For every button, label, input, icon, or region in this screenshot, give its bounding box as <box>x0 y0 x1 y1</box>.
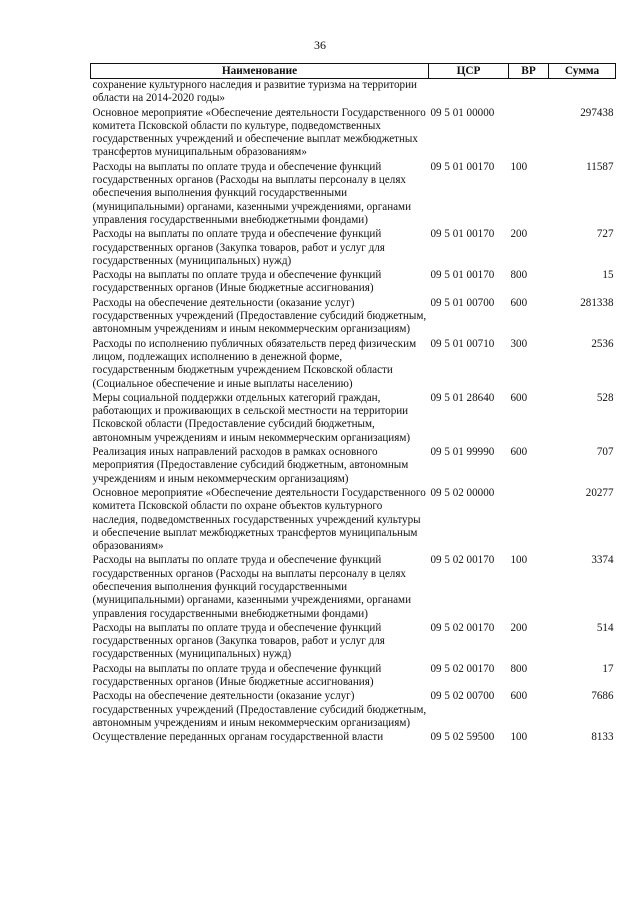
cell-sum: 281338 <box>580 296 614 309</box>
cell-name: Расходы на выплаты по оплате труда и обеспечение функций государственных органов (Расходы на выплаты персоналу в целях обеспечения выполнения функций государственными (муниципальными) органами, казенными учреждениями, органами управления государственными внебюджетными фондами) <box>92 554 412 620</box>
cell-name: Расходы на выплаты по оплате труда и обеспечение функций государственных органов (Закупка товаров, работ и услуг для государственных (муниципальных) нужд) <box>92 621 385 661</box>
budget-table <box>90 63 616 746</box>
table-row <box>91 269 616 297</box>
table-row <box>91 392 616 446</box>
cell-name: Расходы на выплаты по оплате труда и обеспечение функций государственных органов (Расходы на выплаты персоналу в целях обеспечения выполнения функций государственными (муниципальными) органами, казенными учреждениями, органами управления государственными внебюджетными фондами) <box>92 160 412 226</box>
table-row <box>91 338 616 392</box>
cell-vr: 200 <box>510 228 528 241</box>
cell-vr: 300 <box>510 337 528 350</box>
cell-csr: 09 5 01 28640 <box>430 391 495 404</box>
cell-csr: 09 5 01 00700 <box>430 296 495 309</box>
cell-name: Расходы на выплаты по оплате труда и обеспечение функций государственных органов (Закупка товаров, работ и услуг для государственных (муниципальных) нужд) <box>92 228 385 267</box>
cell-csr: 09 5 02 00000 <box>430 486 495 499</box>
cell-csr: 09 5 01 00170 <box>430 160 495 173</box>
cell-name: Осуществление переданных органам государственной власти <box>92 731 384 744</box>
cell-vr: 100 <box>510 731 528 744</box>
cell-csr: 09 5 02 00170 <box>430 621 495 634</box>
cell-sum: 297438 <box>580 106 614 119</box>
table-header <box>91 64 616 79</box>
cell-vr: 100 <box>510 160 528 173</box>
cell-sum: 20277 <box>585 486 614 499</box>
cell-sum: 707 <box>596 446 614 459</box>
cell-sum: 528 <box>596 391 614 404</box>
cell-vr: 600 <box>510 446 528 459</box>
cell-csr: 09 5 01 00170 <box>430 269 495 282</box>
cell-sum: 15 <box>602 269 614 282</box>
table-row <box>91 79 616 107</box>
cell-csr: 09 5 01 00000 <box>430 106 495 119</box>
cell-csr: 09 5 02 00170 <box>430 554 495 567</box>
cell-sum: 2536 <box>591 337 614 350</box>
table-row <box>91 622 616 663</box>
cell-vr: 600 <box>510 296 528 309</box>
cell-sum: 8133 <box>591 731 614 744</box>
cell-name: Расходы на выплаты по оплате труда и обеспечение функций государственных органов (Иные бюджетные ассигнования) <box>92 269 382 295</box>
header-csr: ЦСР <box>429 64 509 79</box>
cell-name: Расходы по исполнению публичных обязательств перед физическим лицом, подлежащих исполнению в денежной форме, государственным бюджетным учреждением Псковской области (Социальное обеспечение и иные выплаты населению) <box>92 337 417 390</box>
table-body <box>91 79 616 746</box>
header-vr: ВР <box>509 64 549 79</box>
table-row <box>91 487 616 554</box>
cell-vr: 600 <box>510 391 528 404</box>
cell-csr: 09 5 02 00170 <box>430 662 495 675</box>
cell-vr: 800 <box>510 662 528 675</box>
cell-sum: 17 <box>602 662 614 675</box>
cell-csr <box>429 79 509 107</box>
cell-csr: 09 5 02 59500 <box>430 731 495 744</box>
cell-vr: 800 <box>510 269 528 282</box>
cell-csr: 09 5 02 00700 <box>430 690 495 703</box>
cell-vr <box>509 79 549 107</box>
table-row <box>91 446 616 487</box>
cell-name: Меры социальной поддержки отдельных категорий граждан, работающих и проживающих в сельской местности на территории Псковской области (Предоставление субсидий бюджетным, автономным учреждениям и иным некоммерческим организациям) <box>92 391 411 444</box>
table-row <box>91 554 616 621</box>
cell-name: Основное мероприятие «Обеспечение деятельности Государственного комитета Псковской области по охране объектов культурного наследия, подведомственных государственных учреждений культуры и обеспечение выплат межбюджетных трансфертов муниципальным образованиям» <box>92 486 426 553</box>
page-number: 36 <box>314 38 326 52</box>
cell-name: Расходы на обеспечение деятельности (оказание услуг) государственных учреждений (Предоставление субсидий бюджетным, автономным учреждениям и иным некоммерческим организациям) <box>92 296 427 336</box>
header-name: Наименование <box>91 64 429 79</box>
cell-sum: 514 <box>596 621 614 634</box>
table-row <box>91 297 616 338</box>
cell-csr: 09 5 01 99990 <box>430 446 495 459</box>
cell-sum: 11587 <box>586 160 614 173</box>
header-sum: Сумма <box>549 64 616 79</box>
cell-csr: 09 5 01 00710 <box>430 337 495 350</box>
table-row <box>91 228 616 269</box>
cell-name: Реализация иных направлений расходов в рамках основного мероприятия (Предоставление субсидий бюджетным, автономным учреждениям и иным некоммерческим организациям) <box>92 446 409 485</box>
cell-name: Расходы на выплаты по оплате труда и обеспечение функций государственных органов (Иные бюджетные ассигнования) <box>92 662 382 689</box>
cell-sum: 3374 <box>591 554 614 567</box>
table-row <box>91 663 616 691</box>
cell-sum: 727 <box>596 228 614 241</box>
cell-vr <box>509 107 549 161</box>
cell-sum <box>549 79 616 107</box>
cell-csr: 09 5 01 00170 <box>430 228 495 241</box>
cell-name: Расходы на обеспечение деятельности (оказание услуг) государственных учреждений (Предоставление субсидий бюджетным, автономным учреждениям и иным некоммерческим организациям) <box>92 690 427 729</box>
table-row <box>91 107 616 161</box>
table-row <box>91 161 616 228</box>
table-row <box>91 731 616 745</box>
cell-sum: 7686 <box>591 690 614 703</box>
cell-vr <box>509 487 549 554</box>
table-row <box>91 690 616 731</box>
cell-name: Основное мероприятие «Обеспечение деятельности Государственного комитета Псковской области по культуре, подведомственных государственных учреждений и обеспечение выплат межбюджетных трансфертов муниципальным образованиям» <box>92 106 426 159</box>
cell-vr: 600 <box>510 690 528 703</box>
cell-name: сохранение культурного наследия и развитие туризма на территории области на 2014-2020 годы» <box>92 79 417 105</box>
cell-vr: 100 <box>510 554 528 567</box>
cell-vr: 200 <box>510 621 528 634</box>
